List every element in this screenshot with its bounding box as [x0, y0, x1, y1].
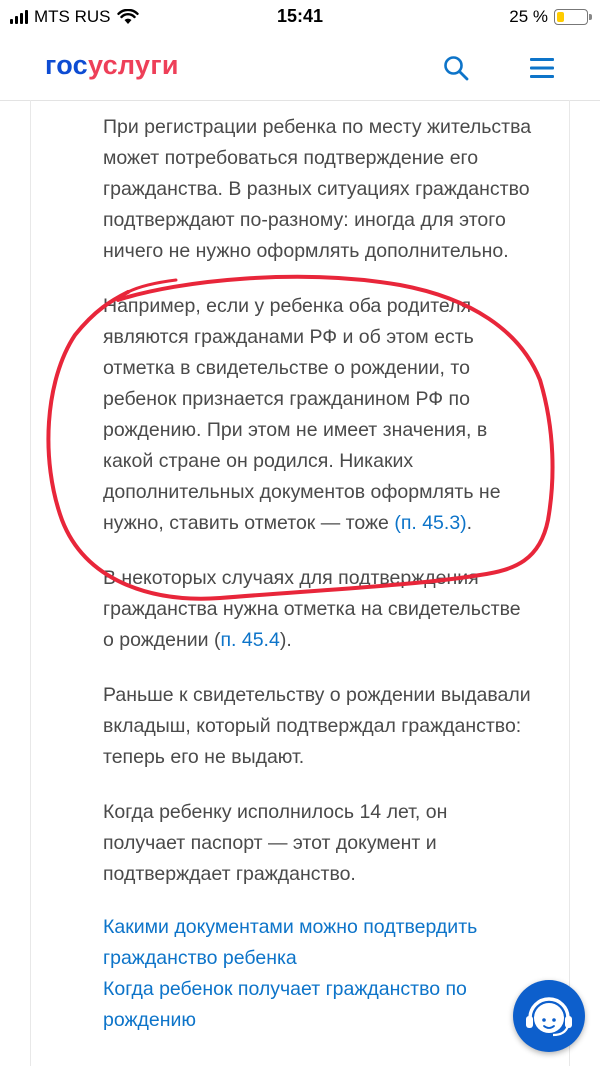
law-link-45-3[interactable]: (п. 45.3): [394, 512, 467, 534]
related-link-documents[interactable]: Какими документами можно подтвердить гражданство ребенка: [103, 916, 478, 969]
paragraph-example-text: Например, если у ребенка оба родителя являются гражданами РФ и об этом есть отметка в свидетельстве о рождении, то ребенок признается гражданином РФ по рождению. При этом не имеет значения, в какой стране он родился. Никаких дополнительных документов оформлять не нужно, ставить отметок — тоже: [103, 295, 501, 534]
battery-percent: 25 %: [509, 7, 548, 26]
status-bar: [0, 0, 600, 36]
gosuslugi-logo[interactable]: [45, 50, 179, 81]
carrier-name: MTS RUS: [34, 7, 111, 26]
logo-part-uslugi: услуги: [87, 50, 179, 80]
paragraph-some-cases-end: ).: [279, 629, 292, 651]
search-icon[interactable]: [440, 52, 472, 84]
battery-icon: [554, 9, 588, 25]
related-links: [103, 912, 533, 1036]
paragraph-example-end: .: [466, 512, 473, 534]
support-agent-icon: [513, 980, 585, 1052]
paragraph-insert: Раньше к свидетельству о рождении выдавали вкладыш, который подтверждал гражданство: теперь его не выдают.: [103, 684, 531, 768]
battery-level: [557, 12, 564, 22]
law-link-45-4[interactable]: п. 45.4: [220, 629, 280, 651]
paragraph-some-cases-text: В некоторых случаях для подтверждения гражданства нужна отметка на свидетельстве о рождении (: [103, 567, 521, 651]
status-right: [509, 7, 588, 27]
hamburger-menu-icon[interactable]: [526, 52, 558, 84]
paragraph-passport: Когда ребенку исполнилось 14 лет, он получает паспорт — этот документ и подтверждает гражданство.: [103, 801, 448, 885]
paragraph-some-cases: [103, 563, 533, 656]
logo-part-gos: гос: [45, 50, 88, 80]
support-chat-button[interactable]: [513, 980, 585, 1052]
site-header: [0, 36, 600, 101]
article-content: [103, 112, 533, 1036]
clock: 15:41: [276, 6, 324, 26]
related-link-birth-citizenship[interactable]: Когда ребенок получает гражданство по рождению: [103, 978, 467, 1031]
paragraph-registration: При регистрации ребенка по месту жительства может потребоваться подтверждение его гражданства. В разных ситуациях гражданство подтверждают по-разному: иногда для этого ничего не нужно оформлять дополнительно.: [103, 116, 532, 262]
paragraph-example: [103, 291, 533, 539]
